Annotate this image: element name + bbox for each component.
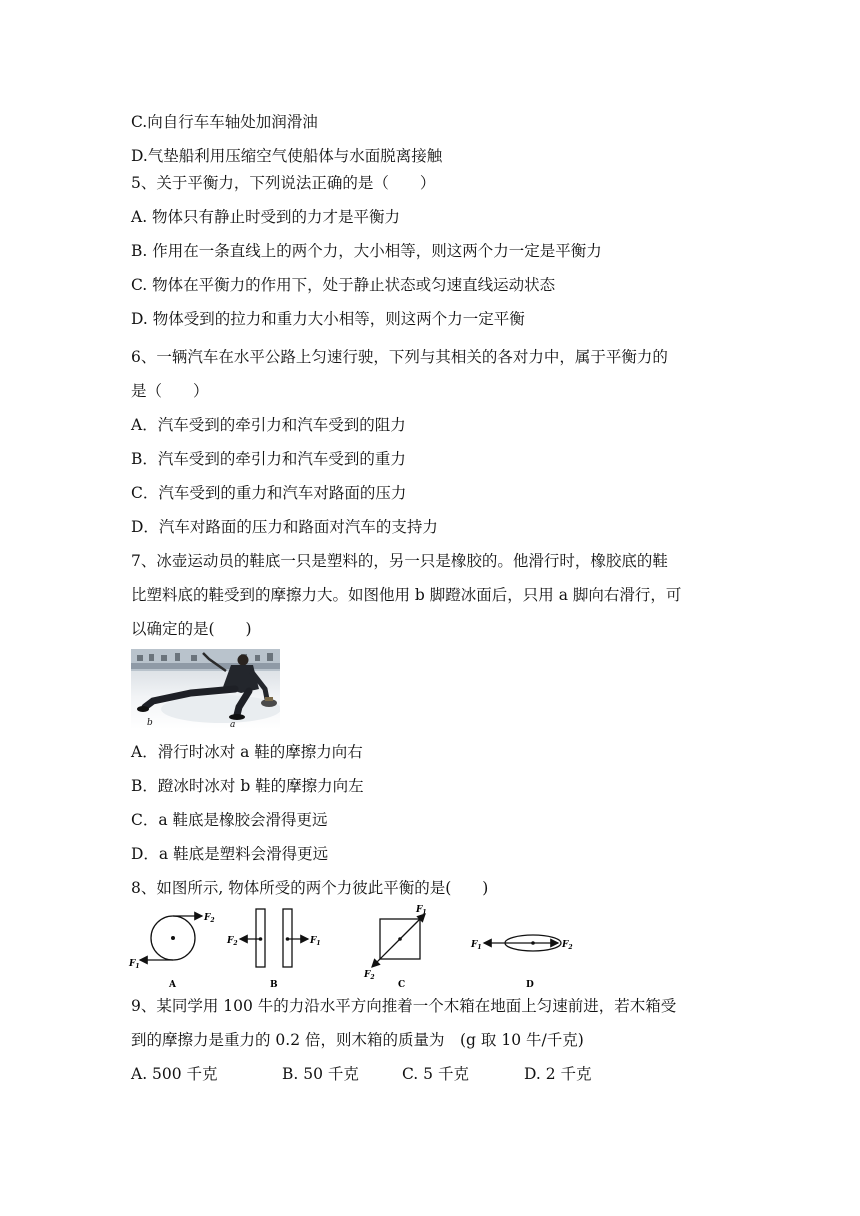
- q9-option-a: A. 500 千克: [131, 1065, 218, 1083]
- svg-text:F2: $F_2$: [364, 970, 375, 981]
- photo-label-a: a: [230, 720, 236, 729]
- q5-option-d: D. 物体受到的拉力和重力大小相等，则这两个力一定平衡: [131, 310, 525, 328]
- q7-stem-line3: 以确定的是( ): [131, 620, 252, 638]
- diagram-label-d: D: [526, 980, 534, 990]
- svg-text:F2: $F_2$: [227, 936, 238, 947]
- svg-text:F1: $F_1$: [310, 936, 321, 947]
- diagram-a: [128, 913, 215, 990]
- q7-stem-line1: 7、冰壶运动员的鞋底一只是塑料的，另一只是橡胶的。他滑行时，橡胶底的鞋: [131, 552, 668, 570]
- diagram-label-b: B: [270, 980, 278, 990]
- diagram-b: [226, 909, 321, 990]
- q7-stem-line2: 比塑料底的鞋受到的摩擦力大。如图他用 b 脚蹬冰面后，只用 a 脚向右滑行，可: [131, 586, 682, 604]
- diagram-label-a: A: [169, 980, 176, 990]
- force-diagrams: [128, 903, 588, 993]
- svg-text:F1: $F_1$: [129, 959, 140, 970]
- q5-option-a: A. 物体只有静止时受到的力才是平衡力: [131, 208, 401, 226]
- q8-stem: 8、如图所示, 物体所受的两个力彼此平衡的是( ): [131, 879, 489, 897]
- q6-stem-line1: 6、一辆汽车在水平公路上匀速行驶，下列与其相关的各对力中，属于平衡力的: [131, 348, 668, 366]
- q6-option-d: D．汽车对路面的压力和路面对汽车的支持力: [131, 518, 438, 536]
- q6-option-b: B．汽车受到的牵引力和汽车受到的重力: [131, 450, 406, 468]
- q6-option-c: C．汽车受到的重力和汽车对路面的压力: [131, 484, 407, 502]
- q9-option-d: D. 2 千克: [524, 1065, 592, 1083]
- q7-option-d: D．a 鞋底是塑料会滑得更远: [131, 845, 329, 863]
- svg-text:F2: $F_2$: [204, 913, 215, 924]
- diagram-d: [470, 935, 573, 990]
- q9-option-b: B. 50 千克: [282, 1065, 359, 1083]
- q7-option-b: B．蹬冰时冰对 b 鞋的摩擦力向左: [131, 777, 364, 795]
- q9-stem-line2: 到的摩擦力是重力的 0.2 倍，则木箱的质量为 (g 取 10 牛/千克): [131, 1031, 584, 1049]
- curling-photo: [131, 649, 280, 729]
- photo-label-b: b: [147, 718, 153, 728]
- q4-option-d: D.气垫船利用压缩空气使船体与水面脱离接触: [131, 147, 443, 165]
- svg-text:F1: $F_1$: [471, 940, 482, 951]
- q5-option-c: C. 物体在平衡力的作用下，处于静止状态或匀速直线运动状态: [131, 276, 556, 294]
- q6-option-a: A．汽车受到的牵引力和汽车受到的阻力: [131, 416, 406, 434]
- svg-text:F1: $F_1$: [416, 905, 427, 916]
- q9-option-c: C. 5 千克: [402, 1065, 469, 1083]
- q6-stem-line2: 是（ ）: [131, 382, 209, 400]
- diagram-c: [363, 905, 427, 990]
- q7-option-a: A．滑行时冰对 a 鞋的摩擦力向右: [131, 743, 363, 761]
- curling-illustration: [131, 649, 280, 729]
- q5-stem: 5、关于平衡力，下列说法正确的是（ ）: [131, 174, 436, 192]
- q5-option-b: B. 作用在一条直线上的两个力，大小相等，则这两个力一定是平衡力: [131, 242, 602, 260]
- q7-option-c: C．a 鞋底是橡胶会滑得更远: [131, 811, 328, 829]
- svg-text:F2: $F_2$: [562, 940, 573, 951]
- q9-stem-line1: 9、某同学用 100 牛的力沿水平方向推着一个木箱在地面上匀速前进，若木箱受: [131, 997, 677, 1015]
- q4-option-c: C.向自行车车轴处加润滑油: [131, 113, 318, 131]
- diagram-label-c: C: [398, 980, 406, 990]
